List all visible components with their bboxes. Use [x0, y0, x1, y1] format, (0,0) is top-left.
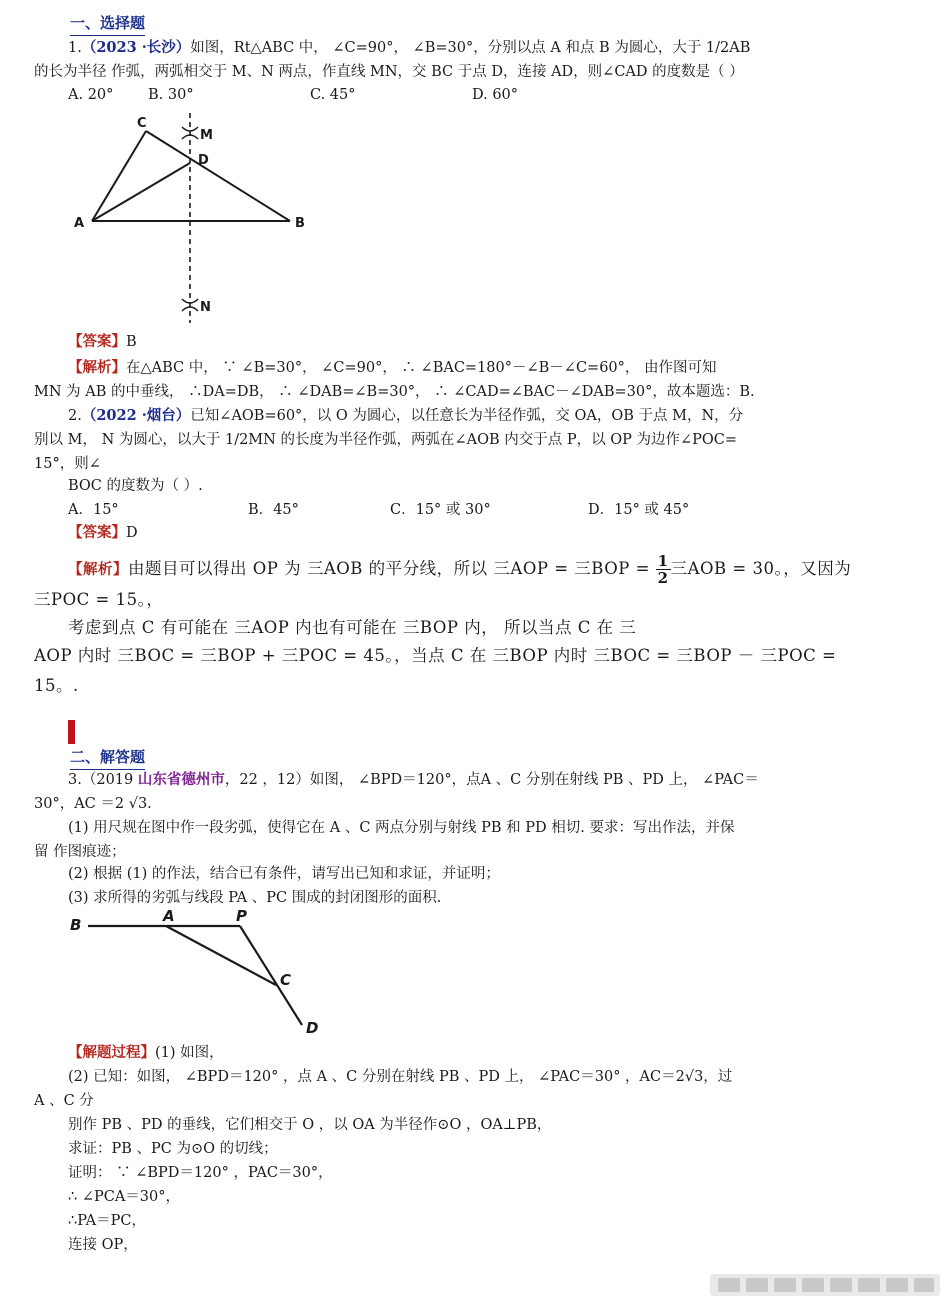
q2-analysis-label: 【解析】 [68, 561, 128, 578]
q3-solution-1 [68, 1043, 224, 1063]
q2-answer-value: D [126, 525, 138, 541]
label-c: C [137, 116, 147, 131]
q3-solution-7: ∴ ∠PCA＝30°， [68, 1189, 181, 1205]
q1-analysis-1 [68, 358, 717, 378]
q2-number: 2. [68, 408, 82, 424]
label-p: P [236, 907, 247, 925]
q3-source-close: ，22 ，12） [224, 772, 310, 788]
q3-solution-2: (2) 已知：如图， ∠BPD＝120° ，点 A 、C 分别在射线 PB 、PD 上， ∠PAC＝30° ，AC＝2√3，过 [68, 1069, 733, 1085]
label-b: B [295, 216, 305, 231]
q3-number: 3. [68, 772, 82, 788]
toolbar-button-4[interactable] [802, 1278, 824, 1292]
label-d: D [306, 1019, 319, 1037]
fraction-numerator: 1 [657, 552, 669, 570]
q2-line1 [68, 406, 743, 426]
q2-analysis-1 [68, 553, 851, 586]
label-a: A [163, 907, 175, 925]
q3-stem-2: 30°，AC ＝2 √3. [34, 796, 152, 812]
q1-analysis-2: MN 为 AB 的中垂线， ∴DA=DB， ∴ ∠DAB=∠B=30°， ∴ ∠CAD=∠BAC－∠DAB=30°，故本题选：B. [34, 384, 755, 400]
q3-solution-text-1: (1) 如图， [155, 1045, 224, 1061]
q2-stem-4: BOC 的度数为（ ）. [68, 478, 203, 494]
toolbar-button-1[interactable] [718, 1278, 740, 1292]
q1-option-c: C. 45° [310, 87, 356, 103]
q1-answer-label: 【答案】 [68, 333, 126, 350]
q3-ray-figure [60, 905, 340, 1040]
label-c: C [280, 971, 292, 989]
fraction-denominator: 2 [657, 569, 669, 587]
q3-part3: (3) 求所得的劣弧与线段 PA 、PC 围成的封闭图形的面积. [68, 890, 442, 906]
arc-m-2 [182, 135, 198, 139]
q2-analysis-5: 15。. [34, 676, 79, 695]
arc-n-2 [182, 307, 198, 311]
q3-line1 [68, 770, 759, 790]
q1-answer-value: B [126, 334, 137, 350]
q2-option-b: B．45° [248, 502, 299, 518]
q3-solution-8: ∴PA＝PC， [68, 1213, 146, 1229]
q2-stem-1: 已知∠AOB=60°，以 O 为圆心，以任意长为半径作弧，交 OA，OB 于点 M，N，分 [190, 408, 744, 424]
label-a: A [74, 216, 85, 231]
segment-ac [92, 131, 146, 221]
q3-source-open: （2019 [81, 772, 138, 788]
q3-stem-1: 如图， ∠BPD＝120°，点A 、C 分别在射线 PB 、PD 上， ∠PAC＝ [309, 772, 759, 788]
q2-analysis-4: AOP 内时 三BOC = 三BOP + 三POC = 45。，当点 C 在 三BOP 内时 三BOC = 三BOP － 三POC = [34, 646, 837, 665]
q2-stem-3: 15°，则∠ [34, 456, 101, 472]
toolbar-button-7[interactable] [886, 1278, 908, 1292]
q3-solution-label: 【解题过程】 [68, 1044, 155, 1061]
q2-analysis-3: 考虑到点 C 有可能在 三AOP 内也有可能在 三BOP 内， 所以当点 C 在 三 [68, 618, 637, 637]
q1-source: （2023 ·长沙） [81, 39, 191, 56]
q3-source: 山东省德州市 [137, 771, 225, 788]
section-title-choice: 一、选择题 [70, 14, 146, 32]
q3-part1-a: (1) 用尺规在图中作一段劣弧，使得它在 A 、C 两点分别与射线 PB 和 PD 相切. 要求：写出作法，并保 [68, 820, 735, 836]
label-d: D [198, 153, 209, 168]
section-title-solve: 二、解答题 [70, 748, 146, 766]
q1-line1 [68, 38, 750, 58]
q2-option-c: C．15° 或 30° [390, 502, 491, 518]
section-marker-bar [68, 720, 75, 744]
arc-n-1 [182, 299, 198, 303]
q1-option-b: B. 30° [148, 87, 194, 103]
q3-solution-6: 证明： ∵ ∠BPD＝120° ，PAC＝30°， [68, 1165, 333, 1181]
q2-answer [68, 523, 138, 543]
segment-ad [92, 163, 190, 221]
toolbar-button-3[interactable] [774, 1278, 796, 1292]
arc-m-1 [182, 127, 198, 131]
toolbar-button-8[interactable] [914, 1278, 934, 1292]
toolbar-button-6[interactable] [858, 1278, 880, 1292]
q1-number: 1. [68, 40, 82, 56]
q1-stem-2: 的长为半径 作弧，两弧相交于 M、N 两点，作直线 MN，交 BC 于点 D，连接 AD，则∠CAD 的度数是（ ） [34, 64, 744, 80]
q3-solution-5: 求证：PB 、PC 为⊙O 的切线； [68, 1141, 278, 1157]
q2-source: （2022 ·烟台） [81, 407, 191, 424]
q3-part2: (2) 根据 (1) 的作法，结合已有条件，请写出已知和求证，并证明； [68, 866, 500, 882]
q2-analysis-text-1b: 三AOB = 30。，又因为 [670, 559, 852, 578]
q1-option-a: A. 20° [68, 87, 114, 103]
q2-option-a: A．15° [68, 502, 119, 518]
q2-option-d: D．15° 或 45° [588, 502, 690, 518]
q2-analysis-2: 三POC = 15。， [34, 590, 164, 609]
q1-stem-1: 如图，Rt△ABC 中， ∠C=90°， ∠B=30°，分别以点 A 和点 B 为圆心，大于 1/2AB [190, 40, 751, 56]
q3-solution-4: 别作 PB 、PD 的垂线，它们相交于 O ，以 OA 为半径作⊙O ，OA⊥PB， [68, 1117, 552, 1133]
q1-analysis-label: 【解析】 [68, 359, 126, 376]
q2-analysis-text-1a: 由题目可以得出 OP 为 三AOB 的平分线，所以 三AOP = 三BOP = [128, 559, 650, 578]
q1-triangle-figure [60, 105, 320, 335]
q3-solution-9: 连接 OP， [68, 1237, 138, 1253]
fraction-one-half [656, 553, 671, 586]
toolbar-button-2[interactable] [746, 1278, 768, 1292]
q3-part1-b: 留 作图痕迹； [34, 844, 126, 860]
label-n: N [200, 300, 211, 315]
q1-option-d: D. 60° [472, 87, 519, 103]
image-viewer-toolbar[interactable] [710, 1272, 940, 1298]
q1-analysis-text-1: 在△ABC 中， ∵ ∠B=30°， ∠C=90°， ∴ ∠BAC=180°－∠B－∠C=60°， 由作图可知 [126, 360, 717, 376]
toolbar-button-5[interactable] [830, 1278, 852, 1292]
q3-solution-3: A 、C 分 [34, 1093, 94, 1109]
q2-answer-label: 【答案】 [68, 524, 126, 541]
label-b: B [70, 916, 82, 934]
ray-pd [240, 926, 302, 1025]
label-m: M [200, 128, 213, 143]
q2-stem-2: 别以 M， N 为圆心，以大于 1/2MN 的长度为半径作弧，两弧在∠AOB 内交于点 P，以 OP 为边作∠POC= [34, 432, 737, 448]
q1-answer [68, 332, 137, 352]
